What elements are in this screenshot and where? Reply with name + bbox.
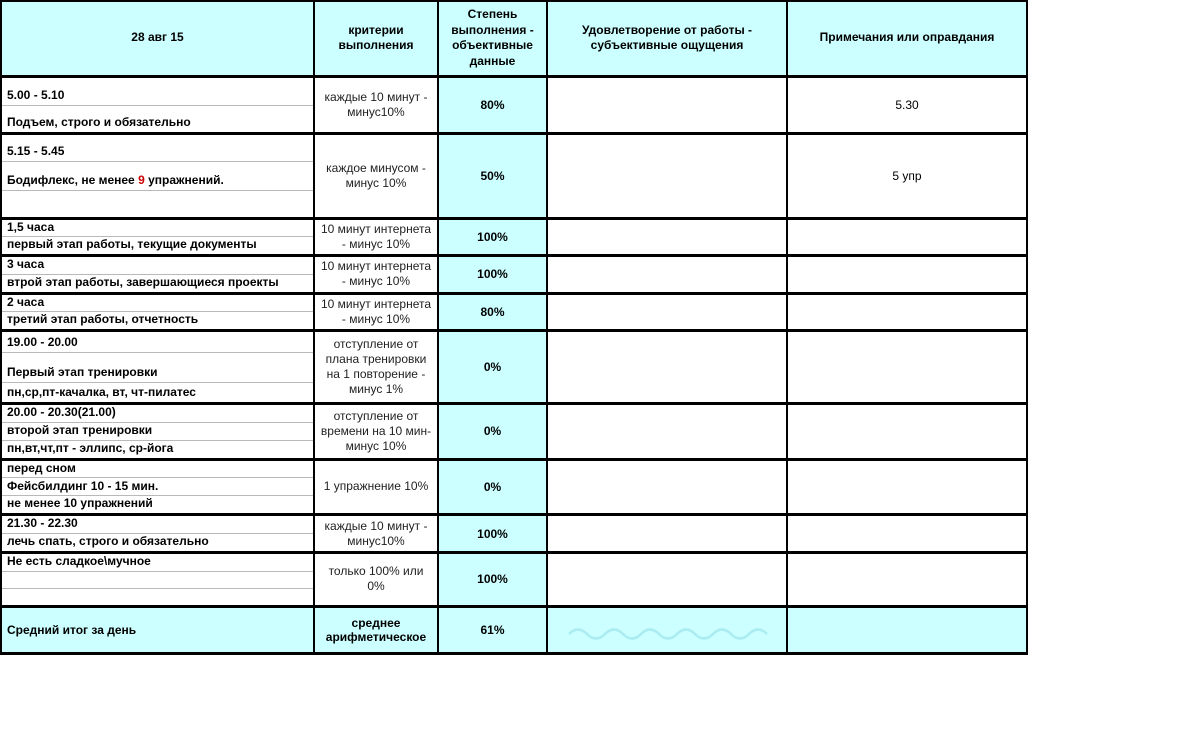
satisfaction-cell[interactable] [547, 459, 787, 515]
satisfaction-cell[interactable] [547, 218, 787, 256]
activity-cell[interactable]: не менее 10 упражнений [1, 496, 314, 515]
activity-cell[interactable]: 19.00 - 20.00 [1, 331, 314, 353]
activity-cell[interactable]: 5.15 - 5.45 [1, 133, 314, 161]
header-criteria[interactable]: критерии выполнения [314, 1, 438, 76]
criteria-cell[interactable]: 1 упражнение 10% [314, 459, 438, 515]
header-satisfaction[interactable]: Удовлетворение от работы - субъективные ощущения [547, 1, 787, 76]
header-date[interactable]: 28 авг 15 [1, 1, 314, 76]
activity-cell[interactable]: Первый этап тренировки [1, 353, 314, 383]
notes-cell[interactable] [787, 256, 1027, 294]
activity-cell[interactable]: второй этап тренировки [1, 423, 314, 441]
degree-cell[interactable]: 0% [438, 404, 547, 459]
wavy-scribble-decoration [567, 624, 779, 640]
notes-cell[interactable] [787, 404, 1027, 459]
degree-cell[interactable]: 0% [438, 331, 547, 404]
degree-cell[interactable]: 80% [438, 76, 547, 133]
notes-cell[interactable] [787, 552, 1027, 606]
degree-cell[interactable]: 0% [438, 459, 547, 515]
activity-cell[interactable] [1, 571, 314, 588]
criteria-cell[interactable]: только 100% или 0% [314, 552, 438, 606]
notes-cell[interactable] [787, 293, 1027, 331]
degree-cell[interactable]: 100% [438, 256, 547, 294]
degree-cell[interactable]: 80% [438, 293, 547, 331]
activity-cell[interactable] [1, 588, 314, 606]
activity-text-before: Бодифлекс, не менее [7, 172, 139, 187]
activity-cell[interactable] [1, 190, 314, 218]
activity-cell[interactable]: 21.30 - 22.30 [1, 515, 314, 534]
activity-cell[interactable]: первый этап работы, текущие документы [1, 237, 314, 256]
satisfaction-cell[interactable] [547, 133, 787, 218]
notes-cell[interactable]: 5.30 [787, 76, 1027, 133]
total-criteria-cell[interactable]: среднее арифметическое [314, 606, 438, 653]
satisfaction-cell[interactable] [547, 256, 787, 294]
activity-cell[interactable]: лечь спать, строго и обязательно [1, 534, 314, 553]
activity-cell[interactable]: 2 часа [1, 293, 314, 312]
total-notes-cell[interactable] [787, 606, 1027, 653]
criteria-cell[interactable]: отступление от плана тренировки на 1 повторение - минус 1% [314, 331, 438, 404]
total-degree-cell[interactable]: 61% [438, 606, 547, 653]
header-degree[interactable]: Степень выполнения - объективные данные [438, 1, 547, 76]
activity-cell[interactable]: 3 часа [1, 256, 314, 275]
exercise-count-highlight: 9 [138, 172, 145, 187]
criteria-cell[interactable]: каждые 10 минут - минус10% [314, 76, 438, 133]
satisfaction-cell[interactable] [547, 76, 787, 133]
satisfaction-cell[interactable] [547, 404, 787, 459]
activity-cell[interactable]: 5.00 - 5.10 [1, 76, 314, 105]
activity-cell[interactable]: Подъем, строго и обязательно [1, 105, 314, 133]
activity-cell[interactable]: пн,ср,пт-качалка, вт, чт-пилатес [1, 383, 314, 404]
notes-cell[interactable] [787, 331, 1027, 404]
satisfaction-cell[interactable] [547, 515, 787, 553]
header-notes[interactable]: Примечания или оправдания [787, 1, 1027, 76]
activity-cell[interactable]: пн,вт,чт,пт - эллипс, ср-йога [1, 440, 314, 459]
activity-cell[interactable] [1, 161, 314, 190]
total-satisfaction-cell[interactable] [547, 606, 787, 653]
degree-cell[interactable]: 100% [438, 552, 547, 606]
notes-cell[interactable] [787, 459, 1027, 515]
activity-cell[interactable]: перед сном [1, 459, 314, 478]
notes-cell[interactable] [787, 515, 1027, 553]
activity-cell[interactable]: 20.00 - 20.30(21.00) [1, 404, 314, 423]
criteria-cell[interactable]: отступление от времени на 10 мин- минус 10% [314, 404, 438, 459]
degree-cell[interactable]: 100% [438, 515, 547, 553]
notes-cell[interactable]: 5 упр [787, 133, 1027, 218]
criteria-cell[interactable]: каждые 10 минут - минус10% [314, 515, 438, 553]
activity-cell[interactable]: третий этап работы, отчетность [1, 312, 314, 331]
criteria-cell[interactable]: 10 минут интернета - минус 10% [314, 218, 438, 256]
activity-cell[interactable]: 1,5 часа [1, 218, 314, 237]
criteria-cell[interactable]: 10 минут интернета - минус 10% [314, 293, 438, 331]
total-label-cell[interactable]: Средний итог за день [1, 606, 314, 653]
degree-cell[interactable]: 50% [438, 133, 547, 218]
activity-cell[interactable]: Фейсбилдинг 10 - 15 мин. [1, 478, 314, 496]
activity-cell[interactable]: Не есть сладкое\мучное [1, 552, 314, 571]
activity-text-after: упражнений. [144, 172, 224, 187]
satisfaction-cell[interactable] [547, 552, 787, 606]
satisfaction-cell[interactable] [547, 331, 787, 404]
activity-cell[interactable]: втрой этап работы, завершающиеся проекты [1, 274, 314, 293]
criteria-cell[interactable]: каждое минусом - минус 10% [314, 133, 438, 218]
satisfaction-cell[interactable] [547, 293, 787, 331]
notes-cell[interactable] [787, 218, 1027, 256]
criteria-cell[interactable]: 10 минут интернета - минус 10% [314, 256, 438, 294]
degree-cell[interactable]: 100% [438, 218, 547, 256]
